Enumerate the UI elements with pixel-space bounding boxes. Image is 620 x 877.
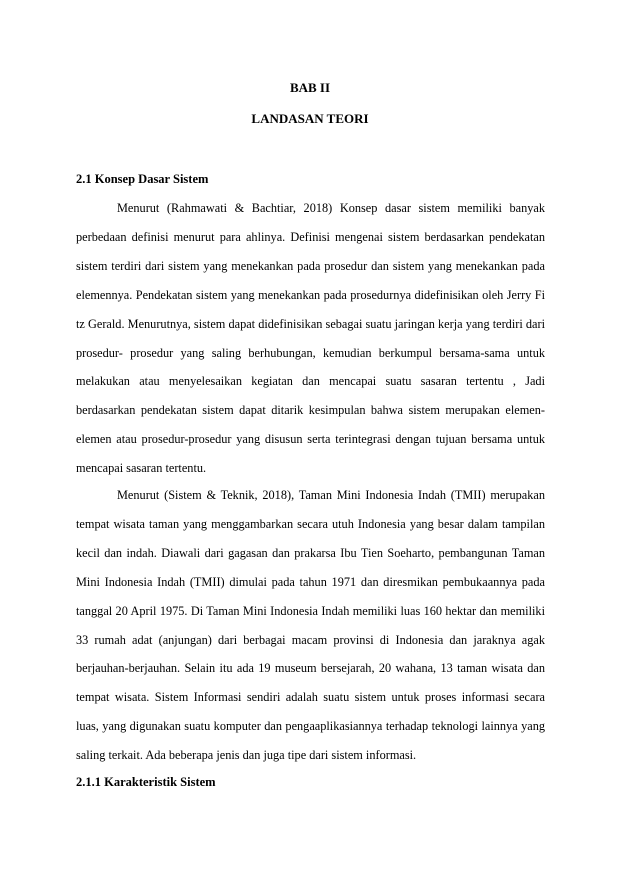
chapter-title: LANDASAN TEORI [251,111,369,126]
body-paragraph: Menurut (Rahmawati & Bachtiar, 2018) Konsep dasar sistem memiliki banyak perbedaan definisi menurut para ahlinya. Definisi mengenai sistem berdasarkan pendekatan sistem terdiri dari sistem yang menekankan pada prosedur dan sistem yang menekankan pada elemennya. Pendekatan sistem yang menekankan pada prosedurnya didefinisikan oleh Jerry Fi tz Gerald. Menurutnya, sistem dapat didefinisikan sebagai suatu jaringan kerja yang terdiri dari prosedur- prosedur yang saling berhubungan, kemudian berkumpul bersama-sama untuk melakukan atau menyelesaikan kegiatan dan mencapai suatu sasaran tertentu , Jadi berdasarkan pendekatan sistem dapat ditarik kesimpulan bahwa sistem merupakan elemen-elemen atau prosedur-prosedur yang disusun serta terintegrasi dengan tujuan bersama untuk mencapai sasaran tertentu. [76,201,545,476]
chapter-label: BAB II [289,80,331,95]
section-heading: 2.1 Konsep Dasar Sistem [76,172,209,186]
subsection-heading: 2.1.1 Karakteristik Sistem [76,775,216,789]
body-paragraph: Menurut (Sistem & Teknik, 2018), Taman Mini Indonesia Indah (TMII) merupakan tempat wisata taman yang menggambarkan secara utuh Indonesia yang besar dalam tampilan kecil dan indah. Diawali dari gagasan dan prakarsa Ibu Tien Soeharto, pembangunan Taman Mini Indonesia Indah (TMII) dimulai pada tahun 1971 dan diresmikan pembukaannya pada tanggal 20 April 1975. Di Taman Mini Indonesia Indah memiliki luas 160 hektar dan memiliki 33 rumah adat (anjungan) dari berbagai macam provinsi di Indonesia dan jaraknya agak berjauhan-berjauhan. Selain itu ada 19 museum bersejarah, 20 wahana, 13 taman wisata dan tempat wisata. Sistem Informasi sendiri adalah suatu sistem untuk proses informasi secara luas, yang digunakan suatu komputer dan pengaaplikasiannya terhadap teknologi lainnya yang saling terkait. Ada beberapa jenis dan juga tipe dari sistem informasi. [76,488,545,763]
